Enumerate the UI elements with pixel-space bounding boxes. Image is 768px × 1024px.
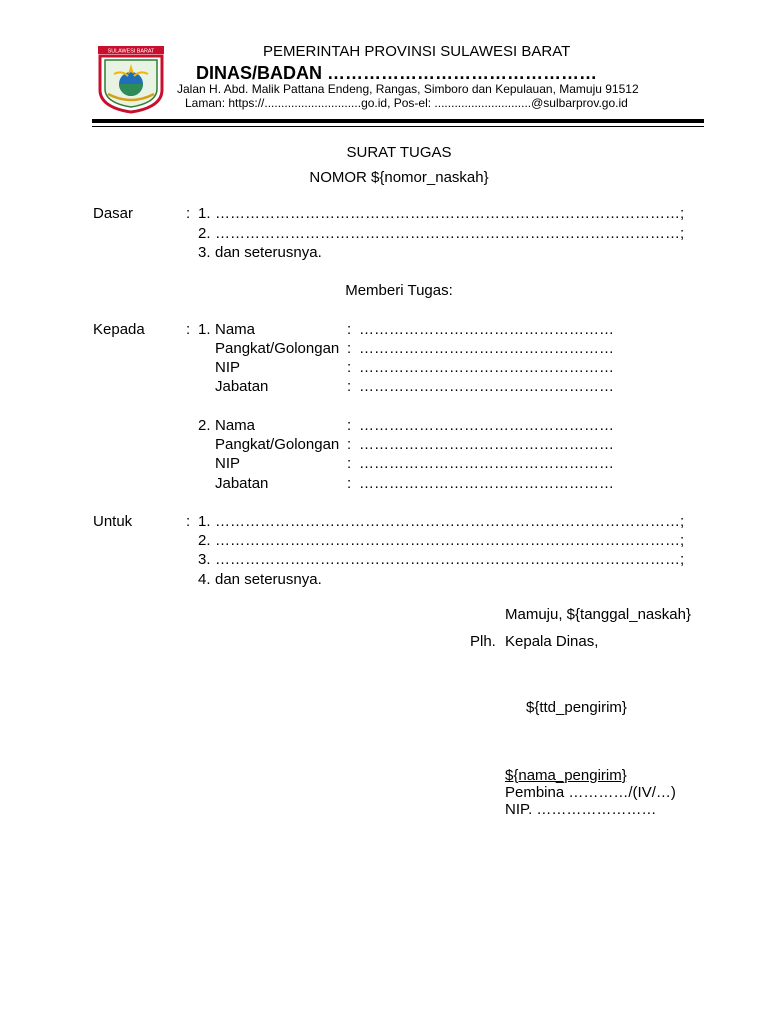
signer-position: Kepala Dinas, — [505, 633, 599, 650]
logo-caption: SULAWESI BARAT — [107, 48, 155, 55]
dasar-colon: : — [186, 205, 191, 222]
field-value: …………………………………………… — [359, 359, 614, 376]
field-colon: : — [347, 475, 352, 492]
untuk-item-text: dan seterusnya. — [215, 571, 322, 588]
untuk-item-number: 3. — [198, 551, 211, 568]
field-label: Pangkat/Golongan — [215, 436, 340, 453]
untuk-item-number: 1. — [198, 513, 211, 530]
field-colon: : — [347, 359, 352, 376]
document-number: NOMOR ${nomor_naskah} — [309, 169, 489, 186]
signer-nip: NIP. …………………… — [505, 801, 657, 818]
letterhead-divider-thin — [92, 126, 704, 127]
untuk-item-text: …………………………………………………………………………………; — [215, 532, 685, 549]
field-label: NIP — [215, 359, 241, 376]
kepada-colon: : — [186, 321, 191, 338]
field-value: …………………………………………… — [359, 321, 614, 338]
dasar-item-number: 3. — [198, 244, 211, 261]
field-colon: : — [347, 340, 352, 357]
untuk-item-number: 4. — [198, 571, 211, 588]
untuk-item-number: 2. — [198, 532, 211, 549]
place-date: Mamuju, ${tanggal_naskah} — [505, 606, 691, 623]
field-value: …………………………………………… — [359, 417, 614, 434]
dasar-item-number: 2. — [198, 225, 211, 242]
agency-contact: Laman: https://.............................go.id, Pos-el: .............................@sulbarprov.go.id — [185, 96, 628, 110]
dasar-item-text: dan seterusnya. — [215, 244, 322, 261]
person-number: 1. — [198, 321, 211, 338]
signer-rank: Pembina …………/(IV/…) — [505, 784, 676, 801]
person-number: 2. — [198, 417, 211, 434]
field-label: Pangkat/Golongan — [215, 340, 340, 357]
field-colon: : — [347, 436, 352, 453]
field-label: Nama — [215, 321, 256, 338]
signature-placeholder: ${ttd_pengirim} — [526, 699, 627, 716]
field-value: …………………………………………… — [359, 475, 614, 492]
signer-name: ${nama_pengirim} — [505, 767, 627, 784]
field-label: NIP — [215, 455, 241, 472]
government-name: PEMERINTAH PROVINSI SULAWESI BARAT — [263, 43, 571, 60]
letterhead-divider-thick — [92, 119, 704, 123]
field-value: …………………………………………… — [359, 436, 614, 453]
document-title: SURAT TUGAS — [346, 144, 452, 161]
dasar-label: Dasar — [93, 205, 134, 222]
field-value: …………………………………………… — [359, 455, 614, 472]
memberi-tugas-heading: Memberi Tugas: — [345, 282, 453, 299]
field-colon: : — [347, 378, 352, 395]
sulawesi-barat-emblem-icon — [94, 44, 168, 114]
field-label: Jabatan — [215, 475, 269, 492]
untuk-item-text: …………………………………………………………………………………; — [215, 513, 685, 530]
field-value: …………………………………………… — [359, 378, 614, 395]
field-label: Nama — [215, 417, 256, 434]
dasar-item-text: …………………………………………………………………………………; — [215, 205, 685, 222]
agency-name: DINAS/BADAN ……………………………………… — [196, 63, 598, 83]
untuk-label: Untuk — [93, 513, 133, 530]
field-label: Jabatan — [215, 378, 269, 395]
field-value: …………………………………………… — [359, 340, 614, 357]
field-colon: : — [347, 417, 352, 434]
untuk-item-text: …………………………………………………………………………………; — [215, 551, 685, 568]
dasar-item-number: 1. — [198, 205, 211, 222]
kepada-label: Kepada — [93, 321, 145, 338]
field-colon: : — [347, 321, 352, 338]
untuk-colon: : — [186, 513, 191, 530]
field-colon: : — [347, 455, 352, 472]
dasar-item-text: …………………………………………………………………………………; — [215, 225, 685, 242]
plh-label: Plh. — [470, 633, 496, 650]
agency-address: Jalan H. Abd. Malik Pattana Endeng, Rangas, Simboro dan Kepulauan, Mamuju 91512 — [177, 82, 639, 96]
